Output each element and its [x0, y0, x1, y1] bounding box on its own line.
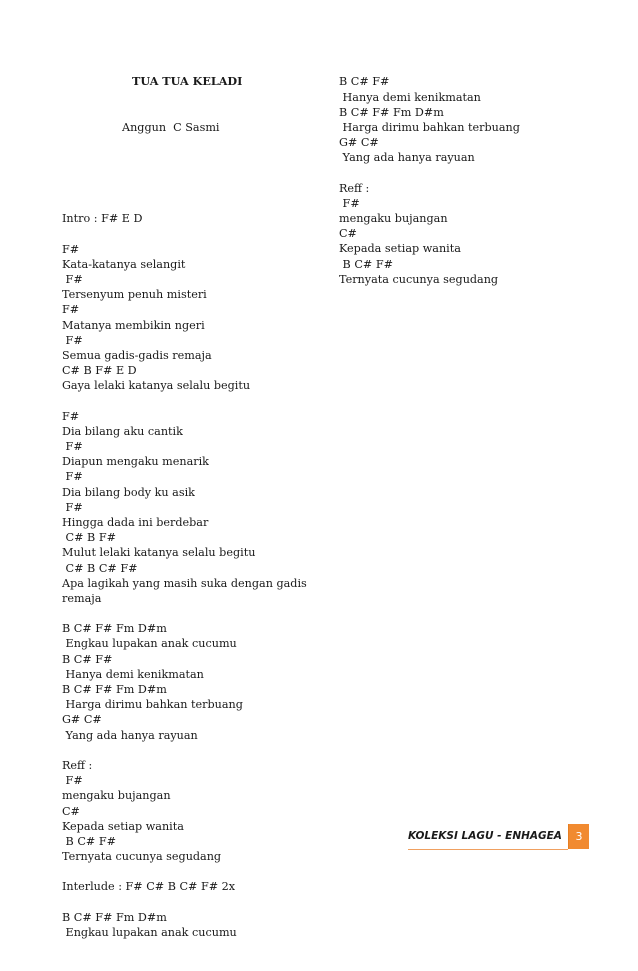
lyric-line: mengaku bujangan — [62, 789, 171, 803]
blank-line — [62, 393, 322, 408]
chord-line: F# — [62, 272, 83, 286]
lyric-line: Mulut lelaki katanya selalu begitu — [62, 546, 256, 560]
lyric-line: Engkau lupakan anak cucumu — [62, 926, 237, 940]
chord-line: B C# F# — [339, 75, 390, 89]
lyric-line: Reff : — [339, 181, 370, 195]
song-title: TUA TUA KELADI — [132, 74, 243, 89]
chord-line: C# — [62, 804, 80, 818]
chord-line: G# C# — [339, 136, 379, 150]
chord-line: G# C# — [62, 713, 102, 727]
right-column — [339, 44, 599, 317]
chord-line: C# B F# — [62, 531, 116, 545]
lyric-line: Hanya demi kenikmatan — [62, 667, 204, 681]
lyric-line: Yang ada hanya rayuan — [62, 728, 198, 742]
lyric-line: Reff : — [62, 758, 93, 772]
chord-line: F# — [62, 242, 80, 256]
lyric-line: remaja — [62, 591, 102, 605]
chord-line: B C# F# — [62, 652, 113, 666]
page-number: 3 — [569, 824, 589, 849]
lyric-line: Intro : F# E D — [62, 212, 143, 226]
blank-line — [62, 606, 322, 621]
lyric-line: Kepada setiap wanita — [62, 819, 184, 833]
lyric-line: mengaku bujangan — [339, 212, 448, 226]
chord-line: C# B F# E D — [62, 364, 137, 378]
spacer — [62, 166, 322, 181]
lyric-line: Harga dirimu bahkan terbuang — [339, 120, 520, 134]
left-lyrics — [62, 211, 322, 940]
lyric-line: Semua gadis-gadis remaja — [62, 348, 212, 362]
chord-line: B C# F# Fm D#m — [62, 683, 167, 697]
left-column — [62, 44, 322, 971]
lyric-line: Dia bilang body ku asik — [62, 485, 195, 499]
lyric-line: Hanya demi kenikmatan — [339, 90, 481, 104]
lyric-line: Engkau lupakan anak cucumu — [62, 637, 237, 651]
lyric-line: Ternyata cucunya segudang — [339, 272, 499, 286]
chord-line: C# — [339, 227, 357, 241]
footer-label: KOLEKSI LAGU - ENHAGEA — [408, 824, 568, 850]
lyric-line: Tersenyum penuh misteri — [62, 288, 207, 302]
chord-line: B C# F# Fm D#m — [62, 910, 167, 924]
lyric-line: Kata-katanya selangit — [62, 257, 186, 271]
song-artist: Anggun C Sasmi — [122, 121, 220, 135]
page-footer — [408, 824, 589, 849]
chord-line: B C# F# — [62, 834, 116, 848]
chord-line: B C# F# Fm D#m — [62, 622, 167, 636]
chord-line: F# — [62, 333, 83, 347]
blank-line — [62, 895, 322, 910]
chord-line: B C# F# — [339, 257, 393, 271]
chord-line: F# — [62, 409, 80, 423]
lyric-line: Apa lagikah yang masih suka dengan gadis — [62, 576, 307, 590]
blank-line — [62, 743, 322, 758]
chord-line: F# — [62, 774, 83, 788]
chord-line: F# — [339, 196, 360, 210]
lyric-line: Dia bilang aku cantik — [62, 424, 183, 438]
lyric-line: Diapun mengaku menarik — [62, 455, 209, 469]
lyric-line: Hingga dada ini berdebar — [62, 515, 209, 529]
lyric-line: Gaya lelaki katanya selalu begitu — [62, 379, 251, 393]
lyric-line: Yang ada hanya rayuan — [339, 151, 475, 165]
chord-line: C# B C# F# — [62, 561, 138, 575]
lyric-line: Harga dirimu bahkan terbuang — [62, 698, 243, 712]
chord-line: F# — [62, 500, 83, 514]
blank-line — [62, 226, 322, 241]
lyric-line: Ternyata cucunya segudang — [62, 850, 222, 864]
blank-line — [62, 864, 322, 879]
lyric-line: Kepada setiap wanita — [339, 242, 461, 256]
chord-line: F# — [62, 303, 80, 317]
chord-line: F# — [62, 440, 83, 454]
blank-line — [339, 166, 599, 181]
lyric-line: Matanya membikin ngeri — [62, 318, 205, 332]
chord-line: B C# F# Fm D#m — [339, 105, 444, 119]
right-lyrics — [339, 74, 599, 287]
chord-line: F# — [62, 470, 83, 484]
lyric-line: Interlude : F# C# B C# F# 2x — [62, 880, 236, 894]
